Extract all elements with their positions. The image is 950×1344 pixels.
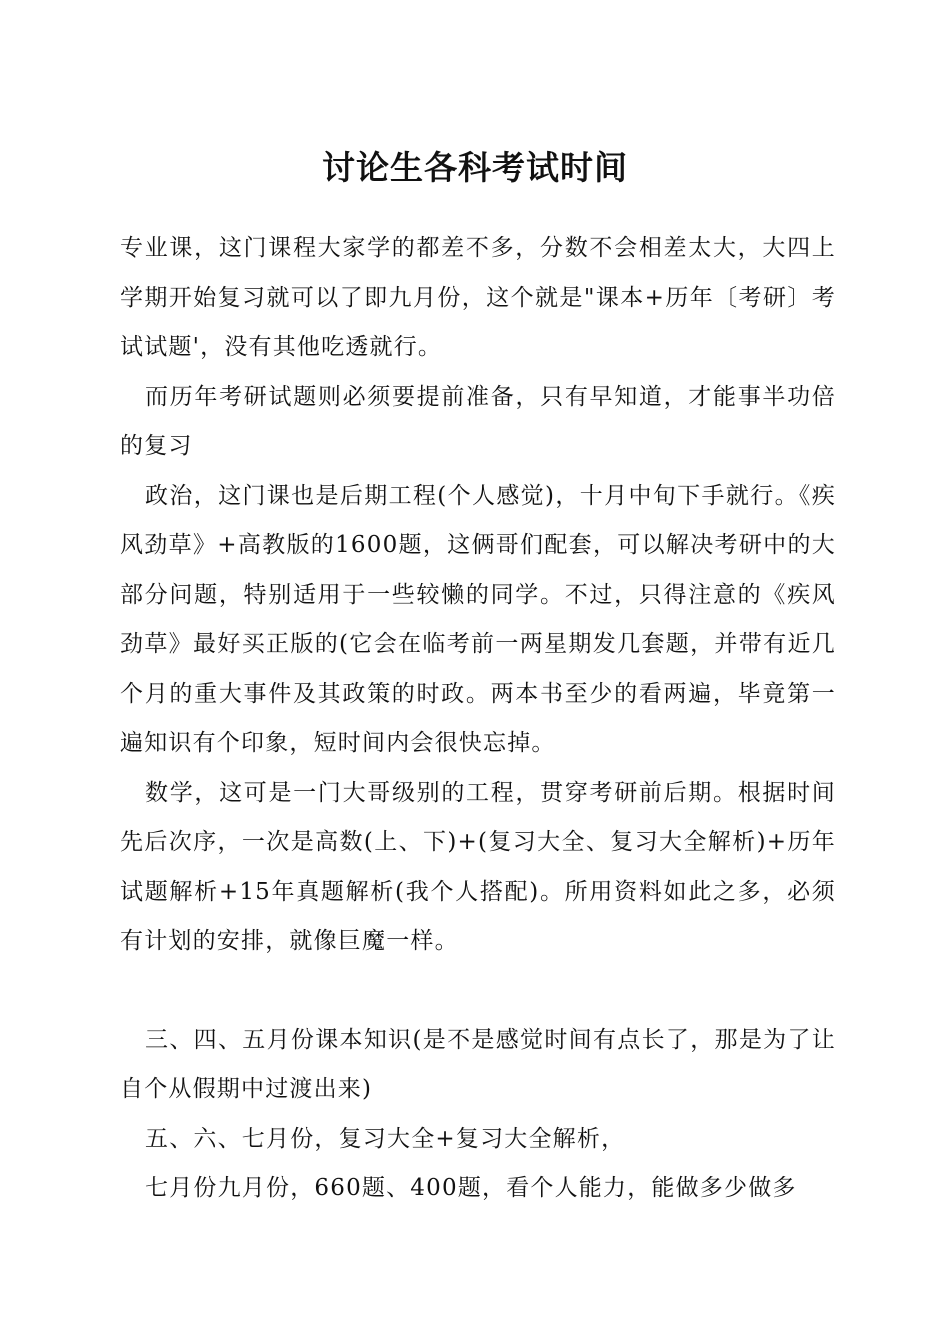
paragraph-past-exams: 而历年考研试题则必须要提前准备，只有早知道，才能事半功倍的复习 xyxy=(120,383,836,459)
paragraph-specialized-course: 专业课，这门课程大家学的都差不多，分数不会相差太大，大四上学期开始复习就可以了即九月份，这个就是"课本+历年〔考研〕考试试题'，没有其他吃透就行。 xyxy=(120,235,836,360)
document-body xyxy=(120,224,836,1214)
paragraph-politics: 政治，这门课也是后期工程(个人感觉)，十月中旬下手就行。《疾风劲草》+高教版的1600题，这俩哥们配套，可以解决考研中的大部分问题，特别适用于一些较懒的同学。不过，只得注意的《疾风劲草》最好买正版的(它会在临考前一两星期发几套题，并带有近几个月的重大事件及其政策的时政。两本书至少的看两遍，毕竟第一遍知识有个印象，短时间内会很快忘掉。 xyxy=(120,482,836,756)
document-title: 讨论生各科考试时间 xyxy=(322,148,628,187)
paragraph-math: 数学，这可是一门大哥级别的工程，贯穿考研前后期。根据时间先后次序，一次是高数(上、下)+(复习大全、复习大全解析)+历年试题解析+15年真题解析(我个人搭配)。所用资料如此之多，必须有计划的安排，就像巨魔一样。 xyxy=(120,779,836,954)
paragraph-march-may: 三、四、五月份课本知识(是不是感觉时间有点长了，那是为了让自个从假期中过渡出来) xyxy=(120,1026,836,1102)
paragraph-july-september: 七月份九月份，660题、400题，看个人能力，能做多少做多 xyxy=(145,1175,797,1201)
paragraph-may-july: 五、六、七月份，复习大全+复习大全解析， xyxy=(145,1125,626,1152)
